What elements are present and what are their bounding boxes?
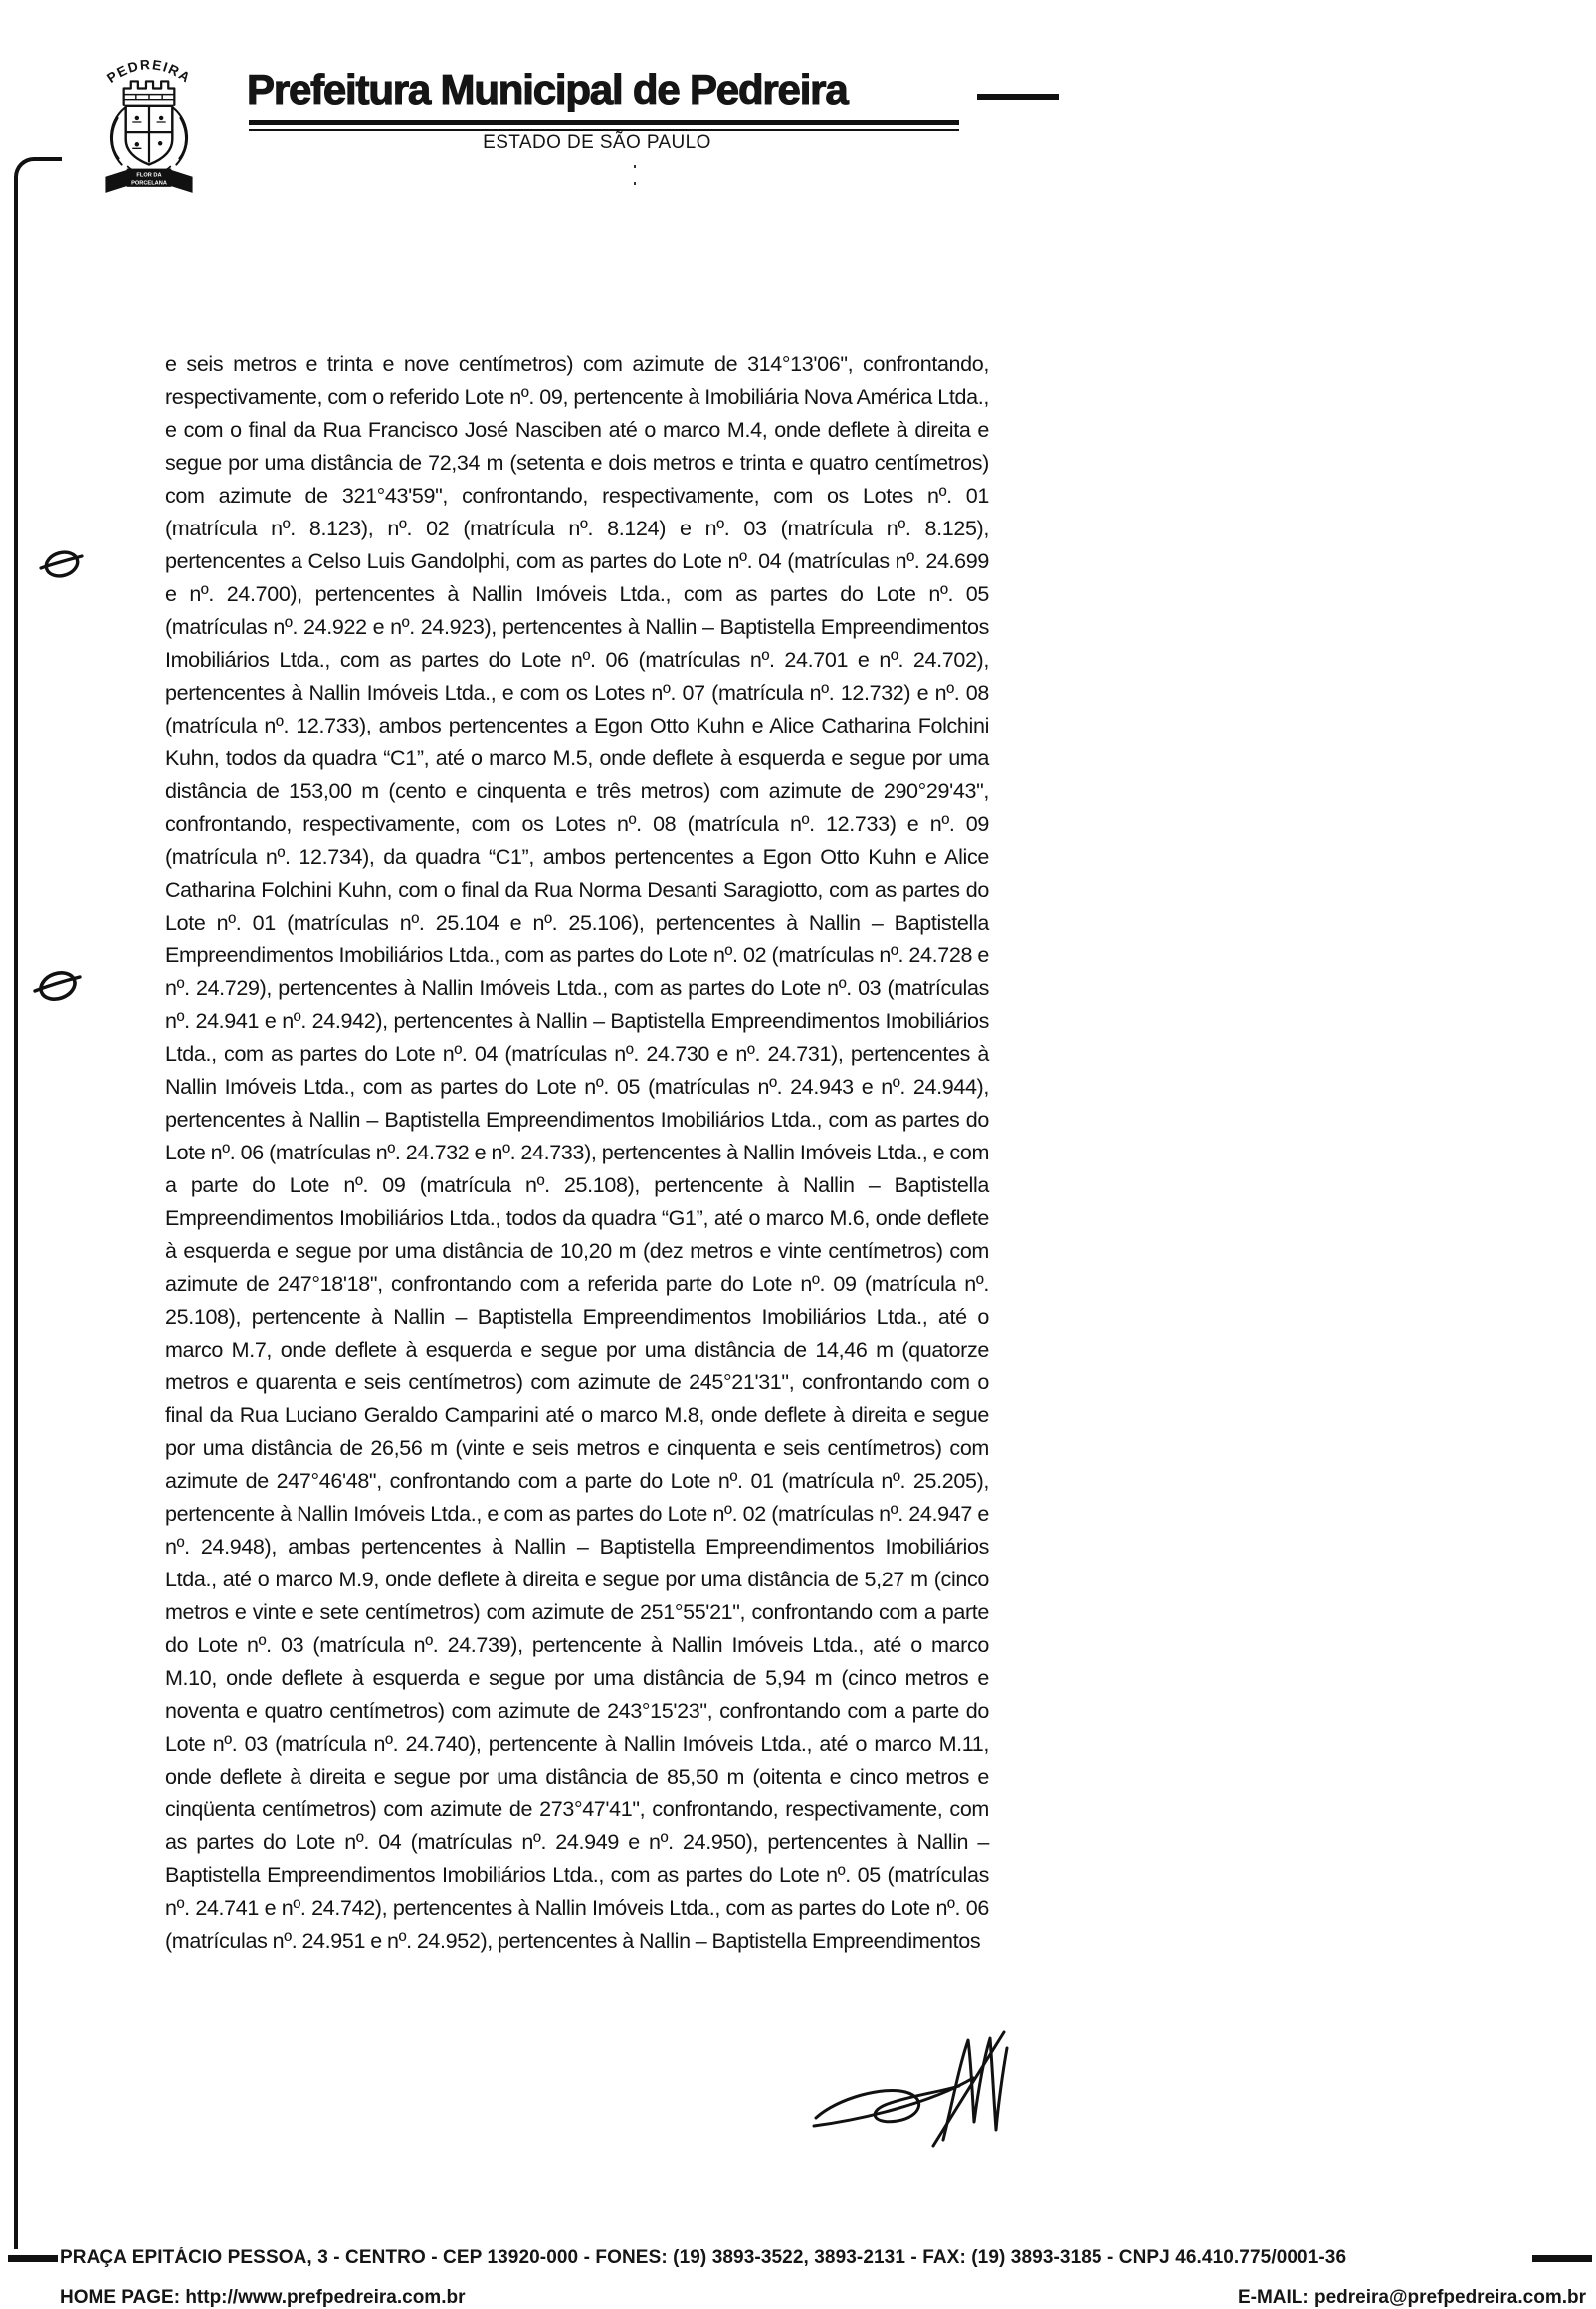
- coat-of-arms-city-name: PEDREIRA: [104, 57, 194, 87]
- motto-line-1: FLOR DA: [136, 172, 162, 179]
- motto-ribbon: [105, 169, 192, 193]
- coat-of-arms: [94, 48, 205, 199]
- mural-crown-icon: [124, 81, 175, 105]
- footer-homepage: HOME PAGE: http://www.prefpedreira.com.br: [60, 2287, 466, 2308]
- footer-contacts: [60, 2287, 1586, 2309]
- footer-email: E-MAIL: pedreira@prefpedreira.com.br: [1237, 2287, 1586, 2308]
- page-title: Prefeitura Municipal de Pedreira: [247, 66, 848, 112]
- body-paragraph: e seis metros e trinta e nove centímetros) com azimute de 314°13'06", confrontando, respectivamente, com o referido Lote nº. 09, pertencente à Imobiliária Nova América Ltda., e com o final da Rua Francisco José Nasciben até o marco M.4, onde deflete à direita e segue por uma distância de 72,34 m (setenta e dois metros e trinta e quatro centímetros) com azimute de 321°43'59", confrontando, respectivamente, com os Lotes nº. 01 (matrícula nº. 8.123), nº. 02 (matrícula nº. 8.124) e nº. 03 (matrícula nº. 8.125), pertencentes a Celso Luis Gandolphi, com as partes do Lote nº. 04 (matrículas nº. 24.699 e nº. 24.700), pertencentes à Nallin Imóveis Ltda., com as partes do Lote nº. 05 (matrículas nº. 24.922 e nº. 24.923), pertencentes à Nallin – Baptistella Empreendimentos Imobiliários Ltda., com as partes do Lote nº. 06 (matrículas nº. 24.701 e nº. 24.702), pertencentes à Nallin Imóveis Ltda., e com os Lotes nº. 07 (matrícula nº. 12.732) e nº. 08 (matrícula nº. 12.733), ambos pertencentes a Egon Otto Kuhn e Alice Catharina Folchini Kuhn, todos da quadra “C1”, até o marco M.5, onde deflete à esquerda e segue por uma distância de 153,00 m (cento e cinquenta e três metros) com azimute de 290°29'43", confrontando, respectivamente, com os Lotes nº. 08 (matrícula nº. 12.733) e nº. 09 (matrícula nº. 12.734), da quadra “C1”, ambos pertencentes a Egon Otto Kuhn e Alice Catharina Folchini Kuhn, com o final da Rua Norma Desanti Saragiotto, com as partes do Lote nº. 01 (matrículas nº. 25.104 e nº. 25.106), pertencentes à Nallin – Baptistella Empreendimentos Imobiliários Ltda., com as partes do Lote nº. 02 (matrículas nº. 24.728 e nº. 24.729), pertencentes à Nallin Imóveis Ltda., com as partes do Lote nº. 03 (matrículas nº. 24.941 e nº. 24.942), pertencentes à Nallin – Baptistella Empreendimentos Imobiliários Ltda., com as partes do Lote nº. 04 (matrículas nº. 24.730 e nº. 24.731), pertencentes à Nallin Imóveis Ltda., com as partes do Lote nº. 05 (matrículas nº. 24.943 e nº. 24.944), pertencentes à Nallin – Baptistella Empreendimentos Imobiliários Ltda., com as partes do Lote nº. 06 (matrículas nº. 24.732 e nº. 24.733), pertencentes à Nallin Imóveis Ltda., e com a parte do Lote nº. 09 (matrícula nº. 25.108), pertencente à Nallin – Baptistella Empreendimentos Imobiliários Ltda., todos da quadra “G1”, até o marco M.6, onde deflete à esquerda e segue por uma distância de 10,20 m (dez metros e vinte centímetros) com azimute de 247°18'18", confrontando com a referida parte do Lote nº. 09 (matrícula nº. 25.108), pertencente à Nallin – Baptistella Empreendimentos Imobiliários Ltda., até o marco M.7, onde deflete à esquerda e segue por uma distância de 14,46 m (quatorze metros e quarenta e seis centímetros) com azimute de 245°21'31", confrontando com o final da Rua Luciano Geraldo Camparini até o marco M.8, onde deflete à direita e segue por uma distância de 26,56 m (vinte e seis metros e cinquenta e seis centímetros) com azimute de 247°46'48", confrontando com a parte do Lote nº. 01 (matrícula nº. 25.205), pertencente à Nallin Imóveis Ltda., e com as partes do Lote nº. 02 (matrículas nº. 24.947 e nº. 24.948), ambas pertencentes à Nallin – Baptistella Empreendimentos Imobiliários Ltda., até o marco M.9, onde deflete à direita e segue por uma distância de 5,27 m (cinco metros e vinte e sete centímetros) com azimute de 251°55'21", confrontando com a parte do Lote nº. 03 (matrícula nº. 24.739), pertencente à Nallin Imóveis Ltda., até o marco M.10, onde deflete à esquerda e segue por uma distância de 5,94 m (cinco metros e noventa e quatro centímetros) com azimute de 243°15'23", confrontando com a parte do Lote nº. 03 (matrícula nº. 24.740), pertencente à Nallin Imóveis Ltda., até o marco M.11, onde deflete à direita e segue por uma distância de 85,50 m (oitenta e cinco metros e cinqüenta centímetros) com azimute de 273°47'41", confrontando, respectivamente, com as partes do Lote nº. 04 (matrículas nº. 24.949 e nº. 24.950), pertencentes à Nallin – Baptistella Empreendimentos Imobiliários Ltda., com as partes do Lote nº. 05 (matrículas nº. 24.741 e nº. 24.742), pertencentes à Nallin Imóveis Ltda., com as partes do Lote nº. 06 (matrículas nº. 24.951 e nº. 24.952), pertencentes à Nallin – Baptistella Empreendimentos: [165, 352, 989, 1953]
- title-right-dash: [977, 94, 1059, 100]
- motto-line-2: PORCELANA: [131, 180, 167, 187]
- title-underline-thin: [249, 129, 959, 131]
- shield-icon: [126, 106, 173, 165]
- footer-rule-right: [1532, 2255, 1592, 2262]
- page-border-left: [14, 157, 62, 2249]
- footer-rule-left: [8, 2255, 58, 2262]
- scan-speck: [634, 165, 636, 185]
- ink-mark-icon: [38, 538, 84, 588]
- signature: [808, 2020, 1013, 2170]
- ink-mark-icon: [32, 958, 82, 1012]
- state-subtitle: ESTADO DE SÃO PAULO: [483, 132, 711, 153]
- footer-address: PRAÇA EPITÁCIO PESSOA, 3 - CENTRO - CEP 13920-000 - FONES: (19) 3893-3522, 3893-2131 - FAX: (19) 3893-3185 - CNPJ 46.410.775/0001-36: [60, 2247, 1347, 2268]
- title-underline-thick: [249, 120, 959, 125]
